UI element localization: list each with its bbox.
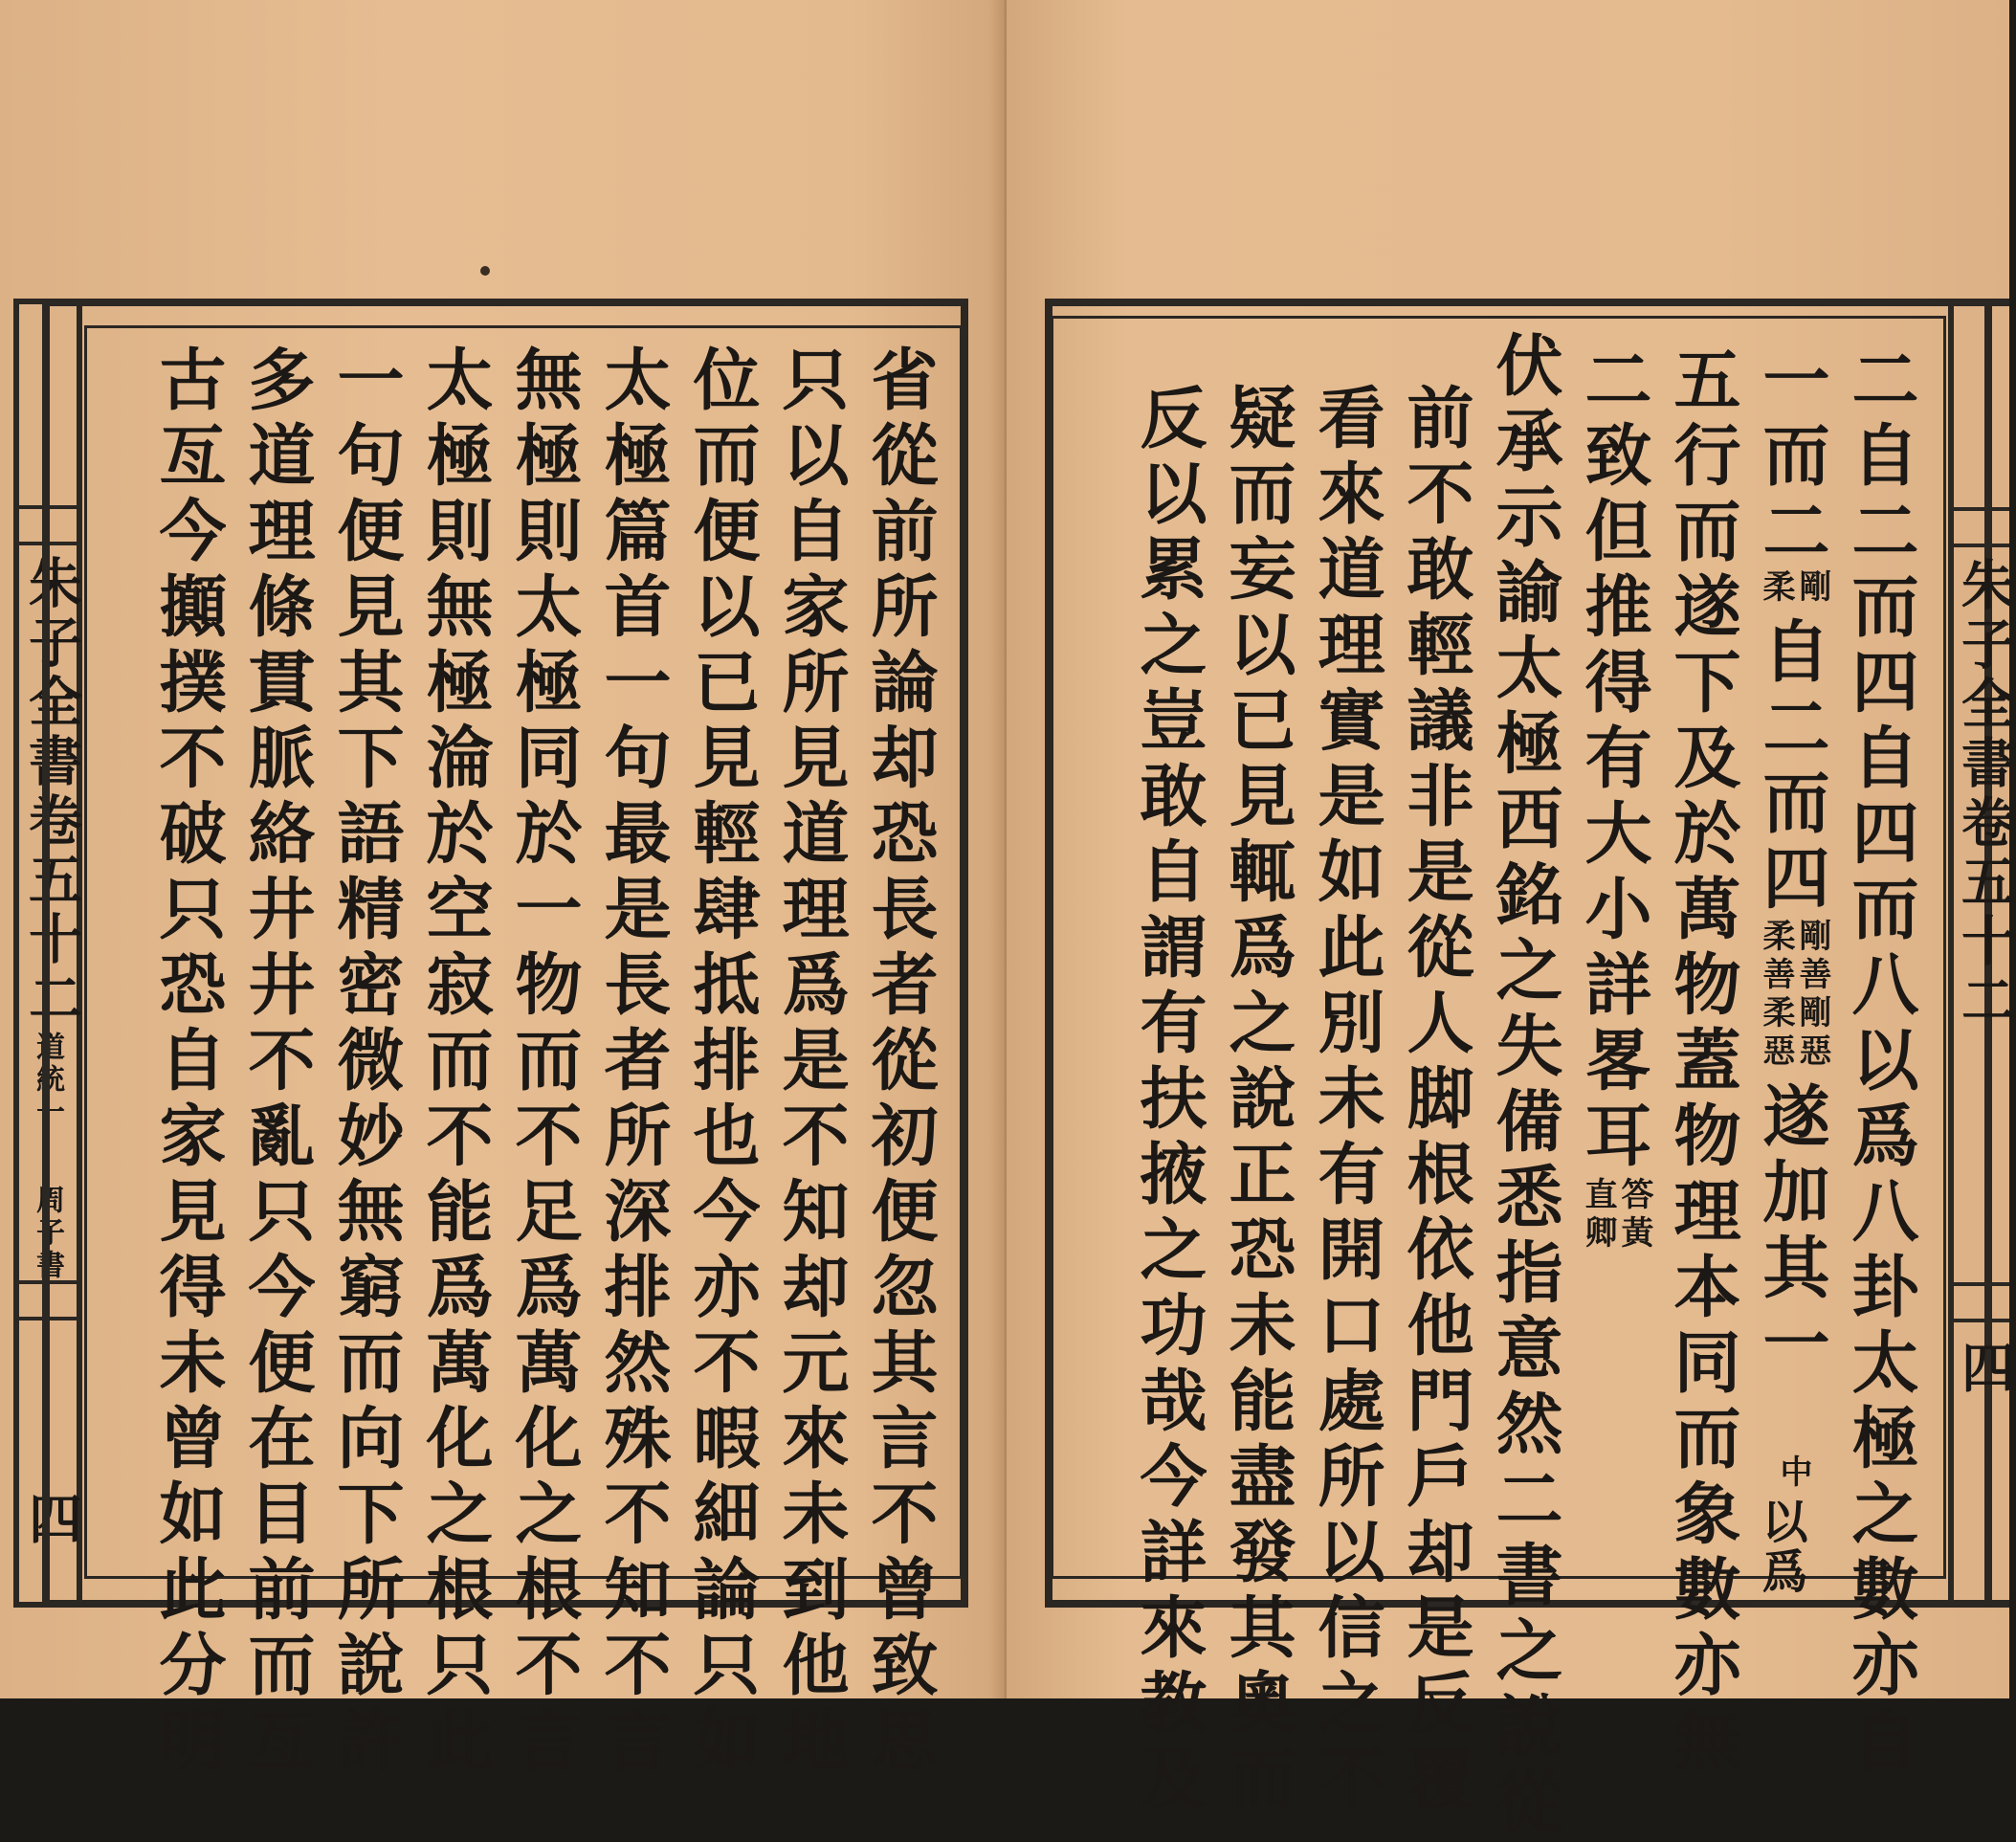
interlinear-note: 剛: [1793, 569, 1831, 608]
left-page: [0, 0, 1003, 1781]
text-segment: 自二而四: [1752, 616, 1831, 919]
interlinear-note: 直卿: [1579, 1177, 1617, 1254]
text-column: 五行而遂下及於萬物蓋物理本同而象數亦無: [1663, 344, 1742, 1781]
interlinear-note: 中: [1774, 1454, 1812, 1493]
fish-tail-upper: [1954, 507, 2009, 547]
text-segment: 二致但推得有大小詳畧耳: [1574, 344, 1653, 1176]
text-column: 疑而妄以已見輒爲之說正恐未能盡發其奧而: [1218, 383, 1297, 1819]
text-segment: 遂加其一: [1752, 1081, 1831, 1384]
text-column: 只以自家所見道理爲是不知却元來未到他地: [771, 344, 851, 1781]
text-column: 前不敢輕議非是從人脚根依他門戶却是反覆: [1396, 383, 1475, 1819]
interlinear-note: 答黃: [1615, 1177, 1653, 1254]
block-center-column-edge: [1948, 299, 2016, 1608]
right-page: [1007, 0, 2016, 1842]
text-segment: 以爲: [1754, 1498, 1807, 1597]
text-column: 古亙今攧撲不破只恐自家見得未曾如此分明: [148, 344, 228, 1781]
subsection-title: 周子書: [31, 1185, 64, 1282]
text-column: 省從前所論却恐長者從初便忽其言不曾致思: [860, 344, 940, 1781]
interlinear-note: 剛善剛惡: [1793, 919, 1831, 1072]
book-title: 朱子全書卷五十二: [20, 555, 83, 1030]
fish-tail-lower: [1954, 1282, 2009, 1322]
text-column: 多道理條貫脈絡井井不亂只今便在目前而亙: [237, 344, 317, 1781]
text-column: 反以累之豈敢自謂有扶掖之功哉今詳來教及: [1129, 383, 1208, 1819]
text-column: 看來道理實是如此別未有開口處所以信之不: [1307, 383, 1386, 1819]
text-column: 伏承示諭太極西銘之失備悉指意然二書之說從: [1485, 330, 1564, 1842]
folio-number: 四: [20, 1491, 83, 1550]
text-column: 二自二而四自四而八以爲八卦太極之數亦自: [1841, 344, 1920, 1781]
text-segment: 一而二: [1752, 344, 1831, 571]
interlinear-note: 柔: [1757, 569, 1795, 608]
section-title: 道統一: [31, 1032, 64, 1129]
interlinear-note: 柔善柔惡: [1757, 919, 1795, 1072]
book-title: 朱子全書卷五十二: [1953, 557, 2016, 1032]
text-column: 太極篇首一句最是長者所深排然殊不知不言: [593, 344, 673, 1781]
folio-number: 四: [1953, 1340, 2016, 1399]
text-column-annotated: [1574, 344, 1656, 1588]
text-column: 太極則無極淪於空寂而不能爲萬化之根只此: [415, 344, 495, 1781]
text-column-annotated: [1752, 344, 1834, 1597]
ink-spot: [480, 266, 490, 276]
text-column: 位而便以已見輕肆抵排也今亦不暇細論只如: [682, 344, 762, 1781]
text-column: 一句便見其下語精密微妙無窮而向下所說許: [326, 344, 406, 1781]
text-column: 無極則太極同於一物而不足爲萬化之根不言: [504, 344, 584, 1781]
